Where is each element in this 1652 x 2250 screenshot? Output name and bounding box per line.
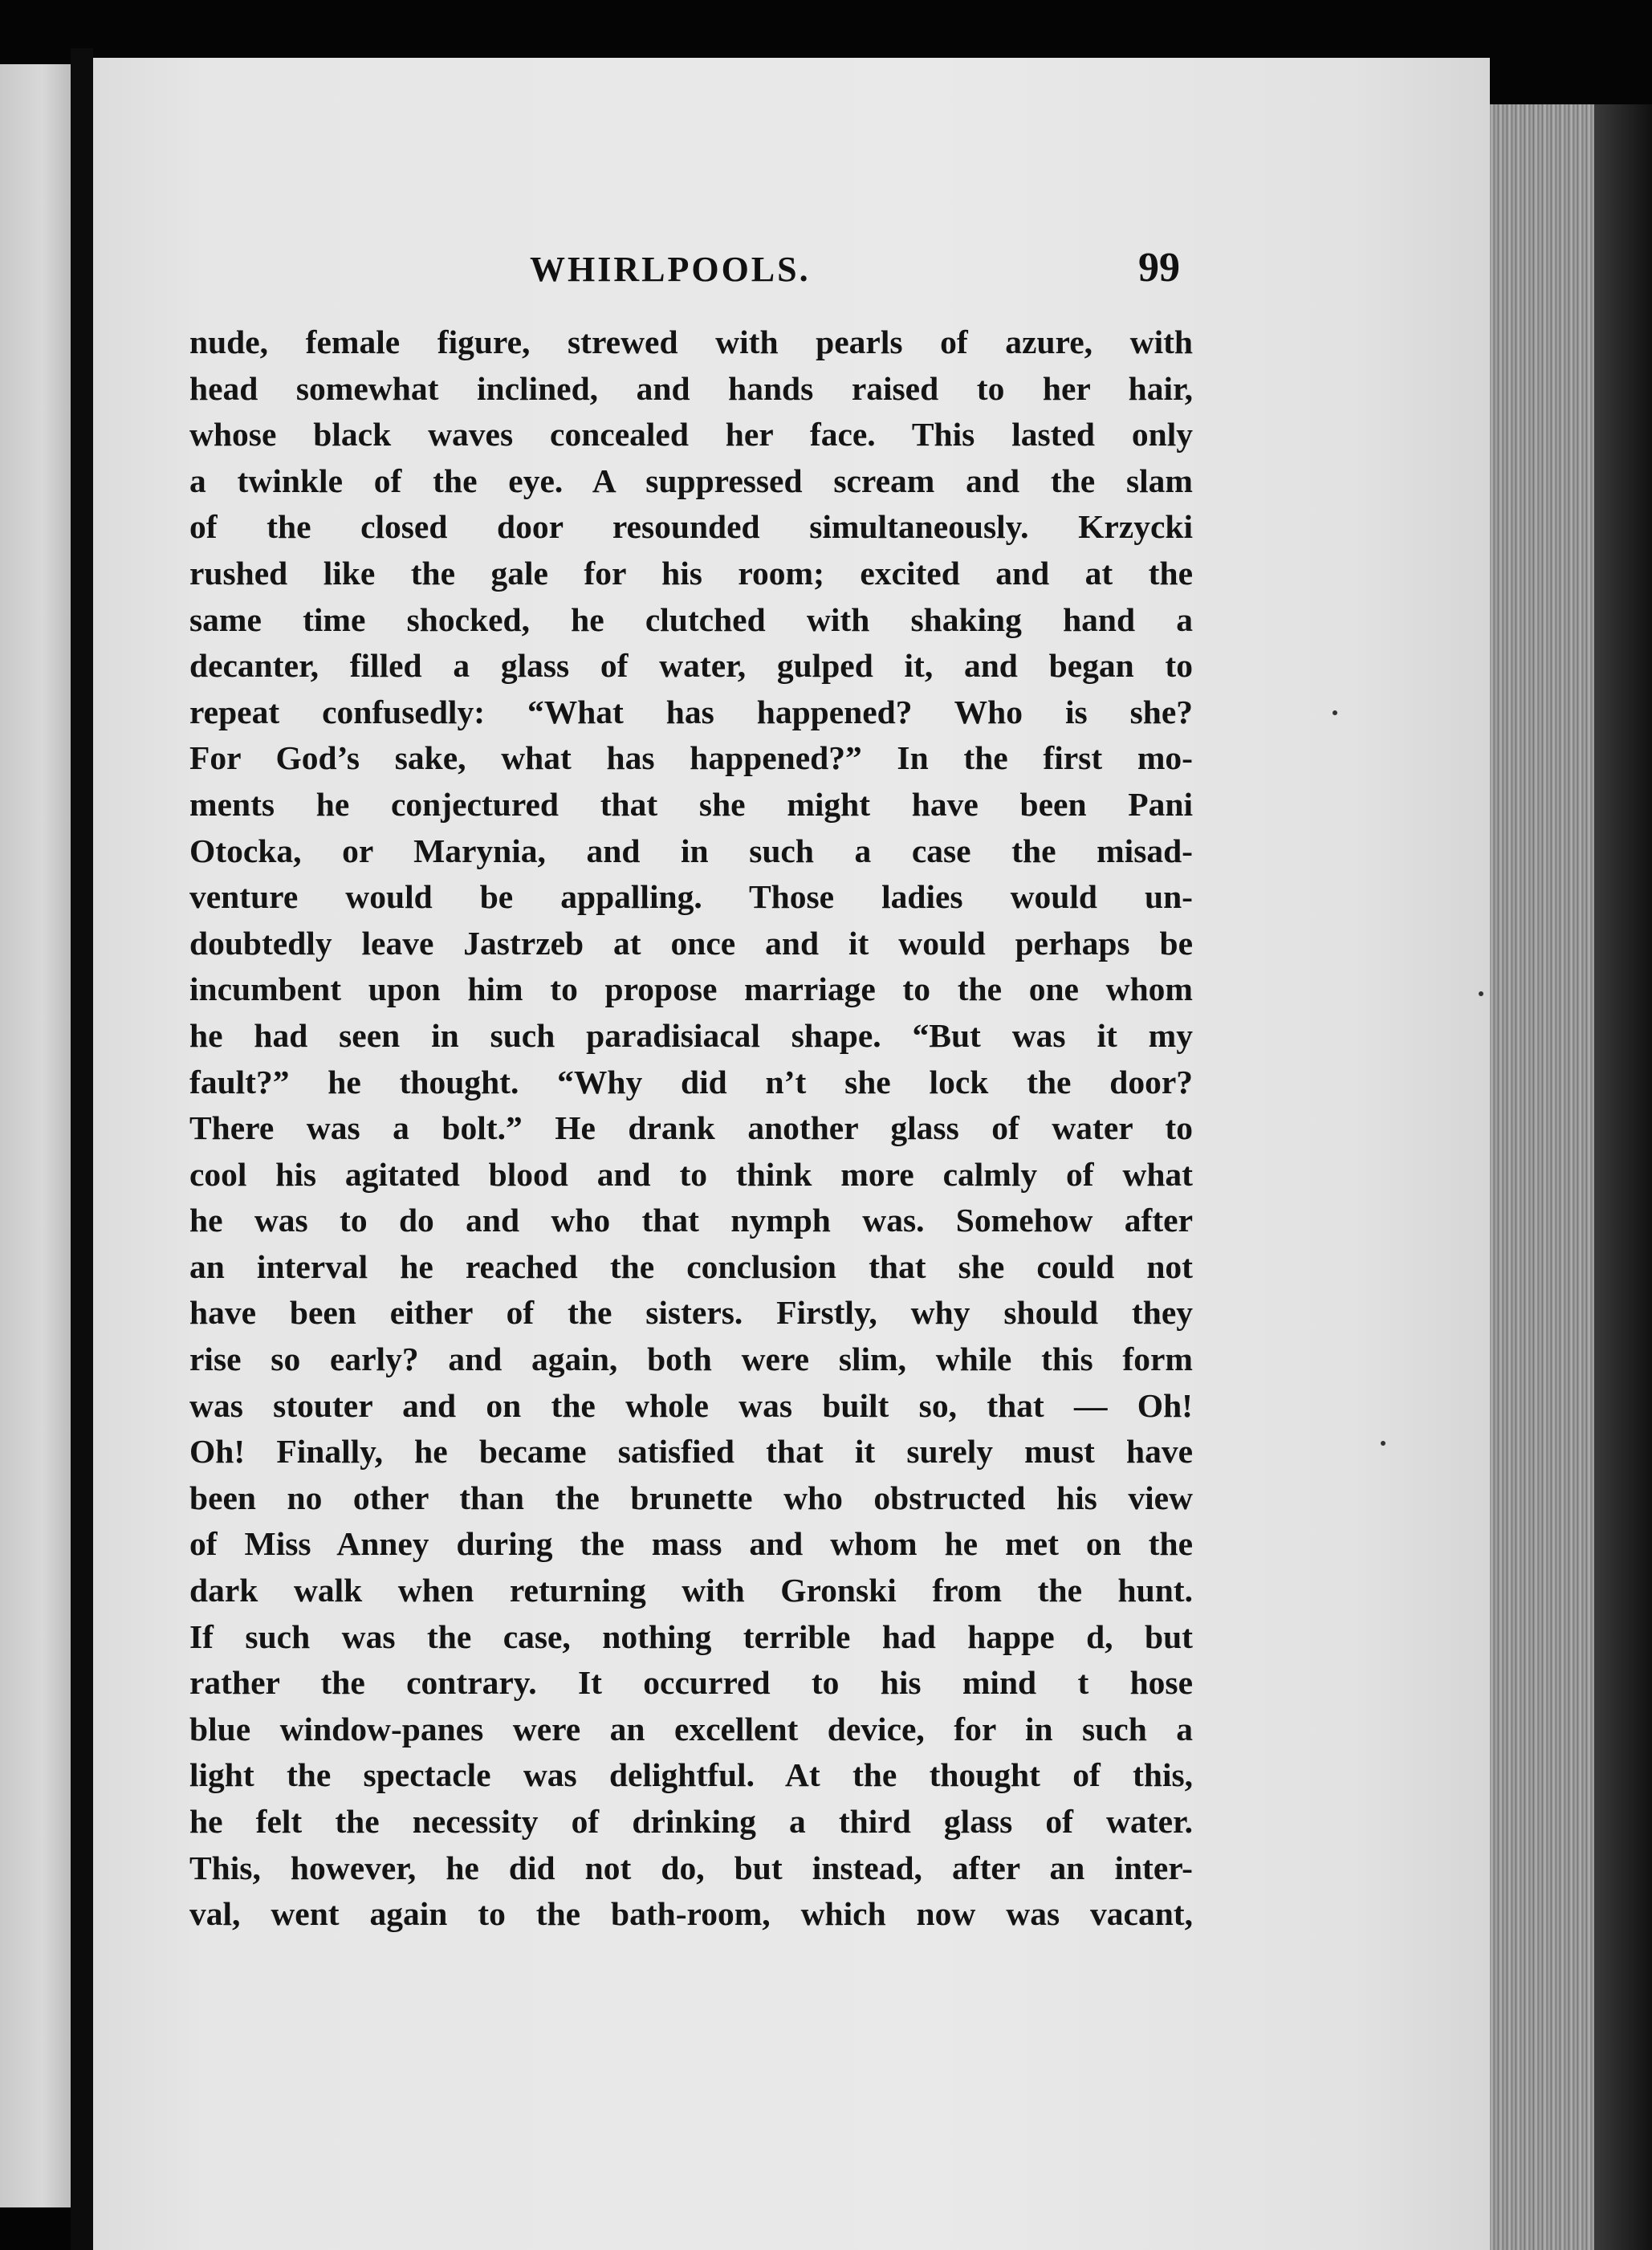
- text-line: venture would be appalling. Those ladies would un-: [189, 878, 1193, 916]
- text-line: decanter, filled a glass of water, gulped it, and began to: [189, 647, 1193, 685]
- running-head: WHIRLPOOLS.: [530, 250, 811, 289]
- margin-speck: [1381, 1441, 1385, 1446]
- text-line: have been either of the sisters. Firstly, why should they: [189, 1294, 1193, 1332]
- text-line: doubtedly leave Jastrzeb at once and it would perhaps be: [189, 924, 1193, 962]
- page-block-edge: [1490, 104, 1594, 2250]
- previous-page-edge: [0, 64, 71, 2207]
- text-line: head somewhat inclined, and hands raised to her hair,: [189, 369, 1193, 407]
- text-line: For God’s sake, what has happened?” In the first mo-: [189, 739, 1193, 777]
- text-line: blue window-panes were an excellent device, for in such a: [189, 1710, 1193, 1748]
- text-line: ments he conjectured that she might have been Pani: [189, 785, 1193, 823]
- text-line: If such was the case, nothing terrible had happe d, but: [189, 1617, 1193, 1655]
- text-line: Otocka, or Marynia, and in such a case the misad-: [189, 832, 1193, 869]
- text-line: of Miss Anney during the mass and whom he met on the: [189, 1525, 1193, 1563]
- text-line: he felt the necessity of drinking a third glass of water.: [189, 1803, 1193, 1840]
- text-line: whose black waves concealed her face. This lasted only: [189, 416, 1193, 454]
- text-line: he had seen in such paradisiacal shape. “But was it my: [189, 1016, 1193, 1054]
- margin-speck: [1333, 710, 1337, 715]
- text-line: nude, female figure, strewed with pearls of azure, with: [189, 323, 1193, 360]
- text-line: same time shocked, he clutched with shaking hand a: [189, 600, 1193, 638]
- page-header: [193, 241, 1180, 305]
- text-line: Oh! Finally, he became satisfied that it surely must have: [189, 1433, 1193, 1471]
- text-line: cool his agitated blood and to think more calmly of what: [189, 1155, 1193, 1193]
- text-line: an interval he reached the conclusion that she could not: [189, 1247, 1193, 1285]
- text-line: incumbent upon him to propose marriage to the one whom: [189, 970, 1193, 1008]
- book-gutter: [71, 48, 93, 2250]
- edge-shadow: [1594, 104, 1652, 2250]
- margin-speck: [1479, 991, 1483, 996]
- text-line: val, went again to the bath-room, which now was vacant,: [189, 1895, 1193, 1933]
- text-line: repeat confusedly: “What has happened? Who is she?: [189, 693, 1193, 730]
- text-line: of the closed door resounded simultaneously. Krzycki: [189, 508, 1193, 546]
- text-line: dark walk when returning with Gronski from the hunt.: [189, 1572, 1193, 1609]
- body-text: [189, 319, 1193, 1938]
- text-line: rather the contrary. It occurred to his mind t hose: [189, 1664, 1193, 1702]
- text-line: rushed like the gale for his room; excited and at the: [189, 554, 1193, 592]
- text-line: light the spectacle was delightful. At the thought of this,: [189, 1756, 1193, 1794]
- text-line: a twinkle of the eye. A suppressed scream and the slam: [189, 462, 1193, 499]
- text-line: There was a bolt.” He drank another glass of water to: [189, 1109, 1193, 1147]
- text-line: was stouter and on the whole was built so, that — Oh!: [189, 1386, 1193, 1424]
- text-line: been no other than the brunette who obstructed his view: [189, 1479, 1193, 1516]
- text-line: fault?” he thought. “Why did n’t she lock the door?: [189, 1063, 1193, 1101]
- text-line: rise so early? and again, both were slim, while this form: [189, 1341, 1193, 1378]
- page-number: 99: [1138, 245, 1180, 291]
- text-line: he was to do and who that nymph was. Somehow after: [189, 1202, 1193, 1239]
- text-line: This, however, he did not do, but instead, after an inter-: [189, 1849, 1193, 1886]
